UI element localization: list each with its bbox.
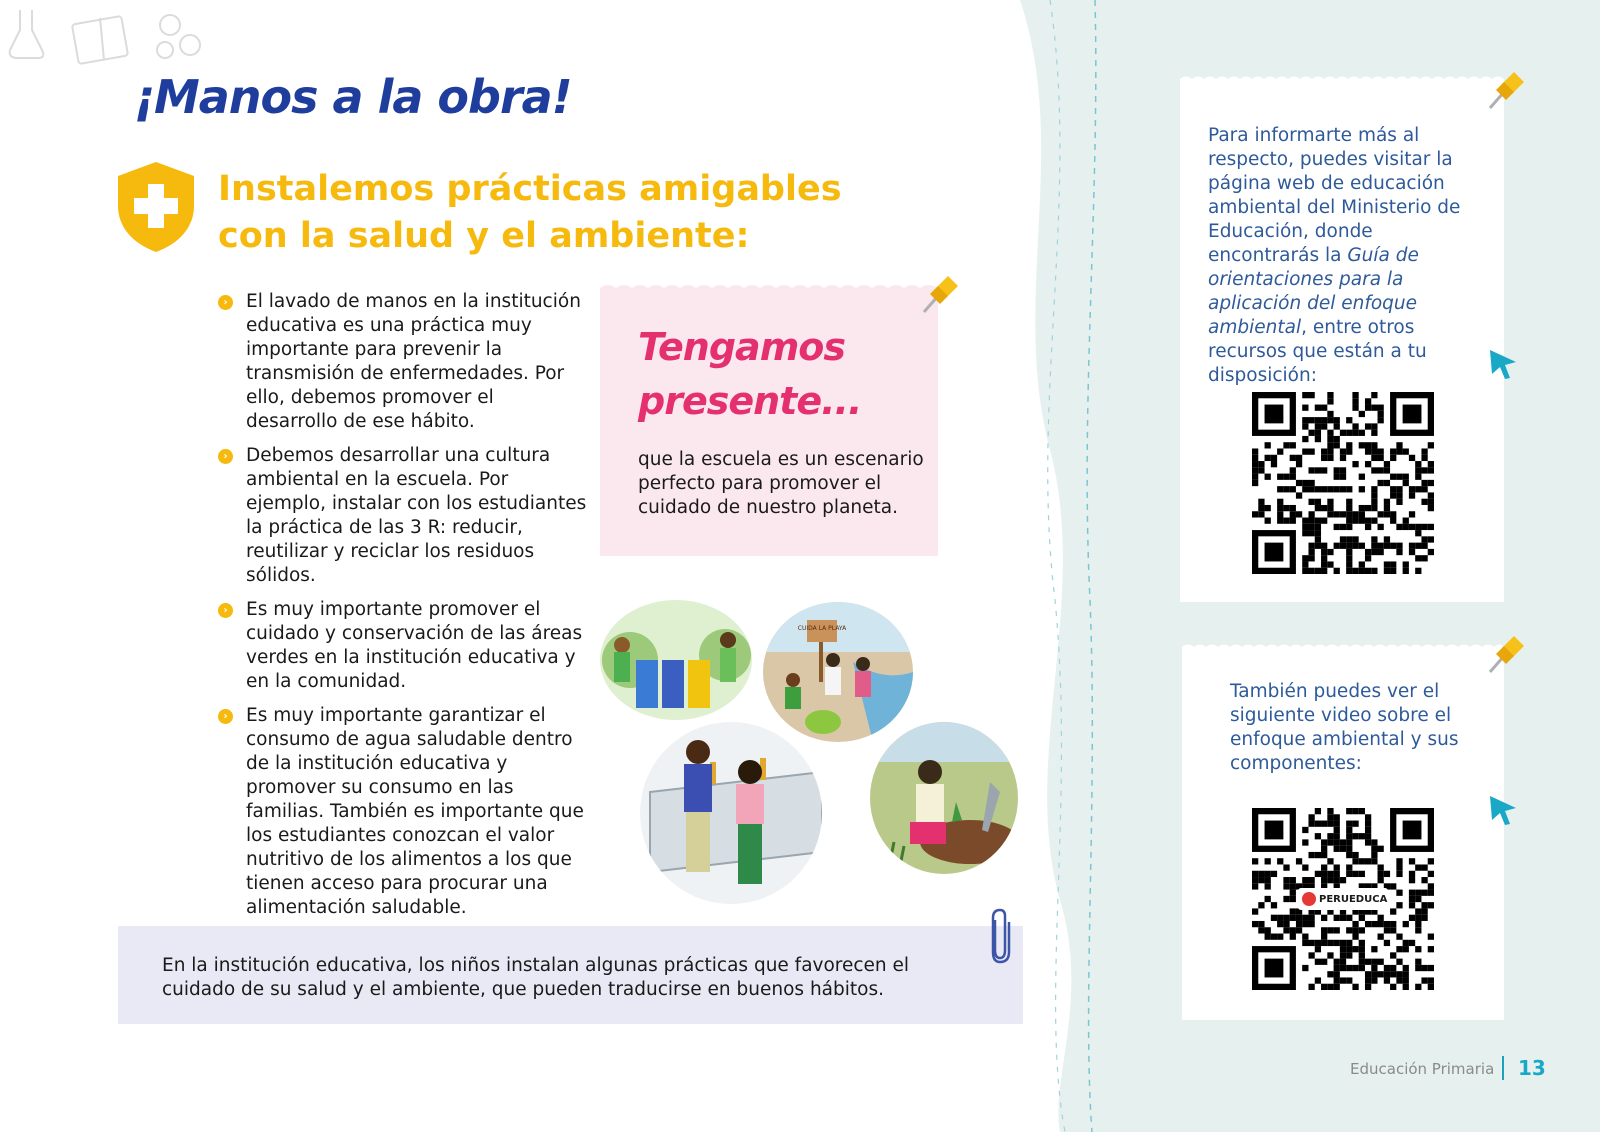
shield-plus-icon <box>118 162 194 252</box>
footer-label: Educación Primaria <box>1350 1060 1495 1078</box>
section-subtitle <box>218 166 842 260</box>
qr-logo-text: PERUEDUCA <box>1319 893 1388 905</box>
qr-logo-badge <box>1298 888 1388 910</box>
bullet-chevron-icon: › <box>218 295 233 310</box>
beach-sign-text: CUIDA LA PLAYA <box>797 625 847 632</box>
list-item-text: Debemos desarrollar una cultura ambiental en la escuela. Por ejemplo, instalar con los estudiantes la práctica de las 3 R: reducir, reutilizar y reciclar los residuos sólidos. <box>246 445 587 586</box>
guide-text-part2: , entre otros recursos que están a tu disposición: <box>1208 317 1427 386</box>
bullet-chevron-icon: › <box>218 449 233 464</box>
cursor-arrow-icon <box>1488 348 1520 380</box>
reminder-note <box>600 290 938 556</box>
list-item-text: Es muy importante promover el cuidado y conservación de las áreas verdes en la institución educativa y en la comunidad. <box>246 599 583 692</box>
pushpin-icon <box>1484 632 1528 676</box>
guide-title-link[interactable]: Guía de orientaciones para la aplicación del enfoque ambiental <box>1208 245 1419 338</box>
footer-divider <box>1502 1056 1504 1080</box>
subtitle-line-2: con la salud y el ambiente: <box>218 216 750 256</box>
cursor-arrow-icon <box>1488 794 1520 826</box>
list-item <box>218 444 590 588</box>
page-title: ¡Manos a la obra! <box>134 70 572 124</box>
bullet-chevron-icon: › <box>218 603 233 618</box>
qr-code-icon[interactable] <box>1252 392 1434 574</box>
beach-cleanup-illustration <box>763 602 913 742</box>
guide-card-text <box>1208 124 1480 388</box>
torn-edge <box>1182 642 1504 652</box>
summary-box <box>118 926 1023 1024</box>
guide-text-part1: Para informarte más al respecto, puedes visitar la página web de educación ambiental del Ministerio de Educación, donde encontrarás la <box>1208 125 1461 266</box>
pushpin-icon <box>918 272 962 316</box>
list-item <box>218 290 590 434</box>
list-item-text: Es muy importante garantizar el consumo de agua saludable dentro de la institución educativa y promover su consumo en las familias. También es importante que los estudiantes conozcan el valor nutritivo de los alimentos a los que tienen acceso para procurar una alimentación saludable. <box>246 705 584 918</box>
list-item <box>218 704 590 920</box>
resource-card-guide <box>1180 80 1504 602</box>
planting-illustration <box>870 722 1018 874</box>
handwashing-illustration <box>640 722 822 904</box>
bullet-chevron-icon: › <box>218 709 233 724</box>
practices-list <box>218 290 590 930</box>
note-body: que la escuela es un escenario perfecto para promover el cuidado de nuestro planeta. <box>638 449 924 518</box>
torn-edge <box>1180 74 1504 84</box>
subtitle-line-1: Instalemos prácticas amigables <box>218 169 842 209</box>
list-item-text: El lavado de manos en la institución educativa es una práctica muy importante para prevenir la transmisión de enfermedades. Por ello, debemos promover el desarrollo de ese hábito. <box>246 291 581 432</box>
video-card-text: También puedes ver el siguiente video sobre el enfoque ambiental y sus componentes: <box>1230 681 1459 774</box>
pushpin-icon <box>1484 68 1528 112</box>
perueduca-logo-icon <box>1302 892 1316 906</box>
note-title <box>638 320 918 428</box>
torn-edge <box>600 282 938 294</box>
summary-text: En la institución educativa, los niños instalan algunas prácticas que favorecen el cuidado de su salud y el ambiente, que pueden traducirse en buenos hábitos. <box>162 955 910 1000</box>
paperclip-icon <box>987 906 1013 964</box>
recycling-illustration <box>600 600 752 720</box>
note-title-line-1: Tengamos <box>638 325 846 369</box>
list-item <box>218 598 590 694</box>
wave-divider <box>1010 0 1130 1132</box>
resource-card-video <box>1182 648 1504 1020</box>
page-number: 13 <box>1518 1056 1546 1080</box>
note-title-line-2: presente... <box>638 379 862 423</box>
